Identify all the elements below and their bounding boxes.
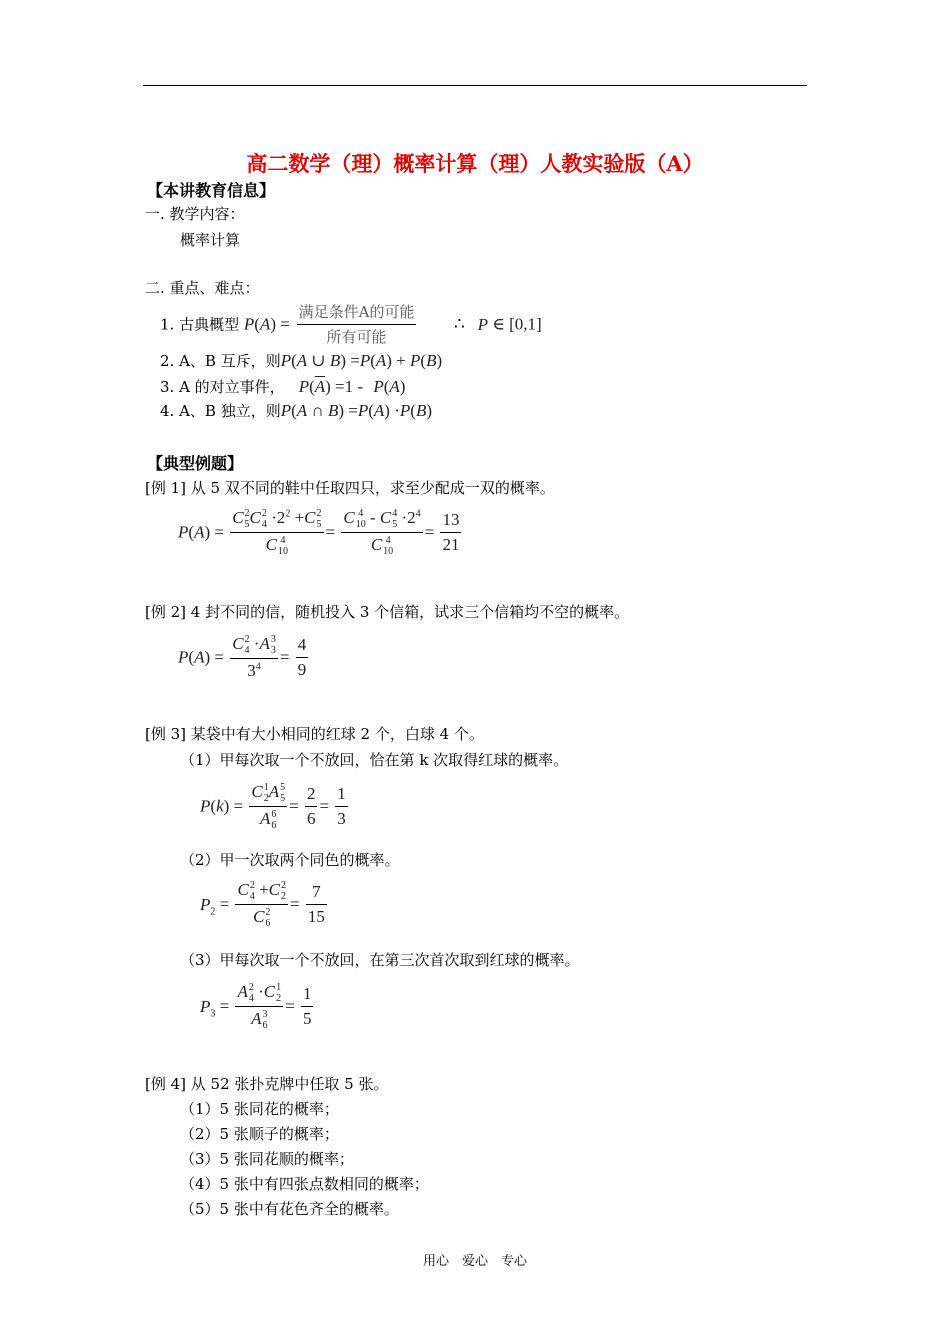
example-3-result-1a: $\frac{2}{6}$: [306, 784, 316, 829]
section-header-info: 【本讲教育信息】: [147, 181, 276, 200]
example-3-formula-2: $P_2$ = C 2 4 +C 2 2 C 2 6 = $\frac{7}{15}$: [200, 880, 325, 930]
key-point-4: 4. A、B 独立，则P(A ∩ B) =P(A) ·P(B): [160, 401, 432, 420]
key-point-2: 2. A、B 互斥，则P(A ∪ B) =P(A) + P(B): [160, 351, 443, 370]
example-1-formula: P(A) = C 2 5 C 2 4 $\cdot 2^2 +C$ 2 5 C 4 10 = C 4 10 - C 4 5 $\cdot 2^4$ C 4 10 = $\frac{13}{21}$: [178, 508, 460, 558]
example-4-item: （1）5 张同花的概率；: [180, 1100, 339, 1118]
example-3-formula-3: $P_3$ = A 2 4 ·C 1 2 A 3 6 = $\frac{1}{5}$: [200, 982, 312, 1032]
example-2-text: [例 2] 4 封不同的信，随机投入 3 个信箱，试求三个信箱均不空的概率。: [145, 603, 630, 621]
therefore-symbol: ∴: [454, 314, 465, 335]
example-1-result: $\frac{13}{21}$: [442, 510, 460, 555]
example-3-question-3: （3）甲每次取一个不放回，在第三次首次取到红球的概率。: [180, 951, 580, 969]
classical-probability-fraction: $\frac{\text{满足条件A的可能}}{\text{所有可能}}$: [298, 303, 415, 346]
key-point-3: 3. A 的对立事件， $P(\overline{A}) =1 - P(A)$: [160, 377, 406, 396]
example-2-formula: P(A) = C 2 4 ·A 3 3 $3^4$ = $\frac{4}{9}$: [178, 634, 307, 681]
part1-content: 概率计算: [180, 231, 241, 249]
key-point-1-label: 1. 古典概型: [160, 315, 240, 334]
example-3-question-2: （2）甲一次取两个同色的概率。: [180, 851, 400, 869]
part2-heading: 二. 重点、难点：: [145, 279, 260, 297]
example-2-result: $\frac{4}{9}$: [297, 635, 307, 680]
example-4-text: [例 4] 从 52 张扑克牌中任取 5 张。: [145, 1075, 389, 1093]
example-3-question-1: （1）甲每次取一个不放回，恰在第 k 次取得红球的概率。: [180, 751, 569, 769]
document-title: 高二数学（理）概率计算（理）人教实验版（A）: [246, 151, 704, 176]
key-point-1: 1. 古典概型 P(A) = $\frac{\text{满足条件A的可能}}{\text{所有可能}}$ ∴ P ∈ [0,1]: [160, 303, 542, 346]
header-rule: [143, 85, 807, 86]
probability-range: [0,1]: [509, 314, 542, 334]
example-4-item: （4）5 张中有四张点数相同的概率；: [180, 1175, 429, 1193]
example-3-result-1b: $\frac{1}{3}$: [337, 784, 346, 829]
key-point-3-label: 3. A 的对立事件，: [160, 378, 285, 396]
example-3-formula-1: P(k) = C 1 2 A 5 5 A 6 6 = $\frac{2}{6}$ = $\frac{1}{3}$: [200, 782, 346, 832]
example-3-result-2: $\frac{7}{15}$: [307, 882, 325, 927]
example-4-item: （3）5 张同花顺的概率；: [180, 1150, 354, 1168]
example-3-result-3: $\frac{1}{5}$: [302, 984, 312, 1029]
page-footer: 用心 爱心 专心: [422, 1254, 527, 1269]
part1-heading: 一. 教学内容：: [145, 205, 245, 223]
example-1-text: [例 1] 从 5 双不同的鞋中任取四只，求至少配成一双的概率。: [145, 479, 555, 497]
example-4-item: （5）5 张中有花色齐全的概率。: [180, 1200, 399, 1218]
key-point-2-label: 2. A、B 互斥，则: [160, 352, 281, 370]
section-header-examples: 【典型例题】: [147, 454, 244, 473]
example-4-item: （2）5 张顺子的概率；: [180, 1125, 339, 1143]
example-3-text: [例 3] 某袋中有大小相同的红球 2 个，白球 4 个。: [145, 725, 484, 743]
key-point-4-label: 4. A、B 独立，则: [160, 402, 281, 420]
